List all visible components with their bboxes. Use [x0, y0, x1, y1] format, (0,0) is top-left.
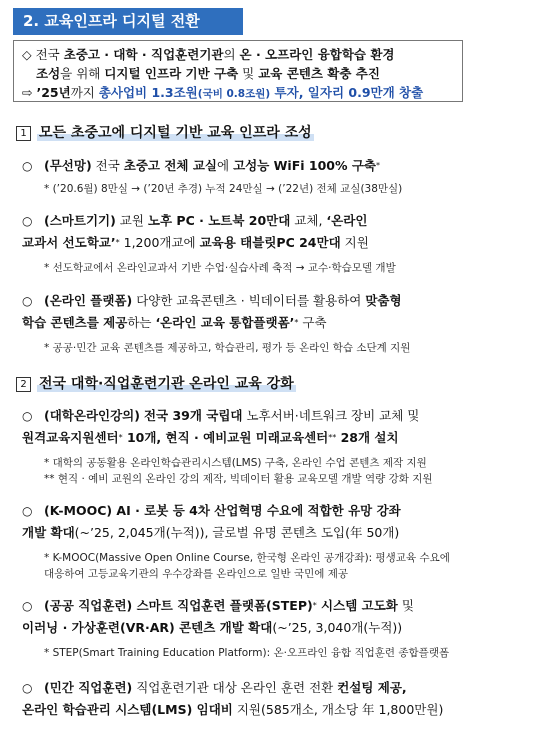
item-text: 전국 39개 국립대 — [143, 408, 243, 423]
item-text: (스마트기기) — [44, 213, 116, 228]
item-line — [44, 500, 522, 522]
item-text: 초중고 전체 교실 — [123, 158, 217, 173]
section-title: 2. 교육인프라 디지털 전환 — [13, 8, 243, 35]
item-line — [22, 617, 522, 639]
item-line — [22, 232, 522, 254]
item-text: 교육용 태블릿PC 24만대 — [199, 235, 341, 250]
item-text: 교원 — [115, 213, 148, 228]
item-text: 교체, — [290, 213, 327, 228]
diamond-icon: ◇ — [22, 47, 32, 62]
bullet-circle-icon: ○ — [22, 504, 33, 518]
section-1-heading — [16, 122, 314, 142]
section-number: 2 — [16, 377, 31, 392]
section-2-heading — [16, 373, 296, 393]
item-text: 및 — [397, 598, 414, 613]
bullet-circle-icon: ○ — [22, 599, 33, 613]
item-text: 1,200개교에 — [119, 235, 200, 250]
footnote: * STEP(Smart Training Education Platform): 온·오프라인 융합 직업훈련 종합플랫폼 — [44, 647, 450, 659]
item-body — [22, 500, 522, 544]
item-text: (대학온라인강의) — [44, 408, 140, 423]
footnote: * 공공·민간 교육 콘텐츠를 제공하고, 학습관리, 평가 등 온라인 학습 소단계 지원 — [44, 342, 411, 354]
summary-line-2: 조성을 위해 디지털 인프라 기반 구축 및 교육 콘텐츠 확충 추진 — [36, 66, 380, 81]
item-text: 에 — [217, 158, 234, 173]
item-line — [44, 405, 522, 427]
item-text: 직업훈련기관 대상 온라인 훈련 전환 — [132, 680, 338, 695]
item-text: 노후서버·네트워크 장비 교체 및 — [242, 408, 420, 423]
item-text: 다양한 교육콘텐츠 · 빅데이터를 활용하여 — [132, 293, 366, 308]
footnote-marker: * — [115, 238, 120, 247]
footnote: * 선도학교에서 온라인교과서 기반 수업·실습사례 축적 → 교수·학습모델 개발 — [44, 262, 396, 274]
arrow-right-icon: ⇨ — [22, 85, 33, 100]
summary-box — [13, 40, 463, 102]
item-text: (민간 직업훈련) — [44, 680, 133, 695]
item-text: 노후 PC · 노트북 20만대 — [147, 213, 291, 228]
item-text: 전국 — [91, 158, 124, 173]
footnote-marker: * — [376, 161, 381, 170]
item-text: 지원(585개소, 개소당 年 1,800만원) — [232, 702, 444, 717]
item-body — [22, 210, 522, 254]
section-heading-text: 모든 초중고에 디지털 기반 교육 인프라 조성 — [39, 125, 312, 141]
item-text: 온라인 학습관리 시스템(LMS) 임대비 — [22, 702, 233, 717]
item-text: 교과서 선도학교’ — [22, 235, 116, 250]
list-item — [22, 210, 522, 254]
footnote: * (’20.6월) 8만실 → (’20년 추경) 누적 24만실 → (’22년) 전체 교실(38만실) — [44, 183, 403, 195]
item-text: 원격교육지원센터 — [22, 430, 119, 445]
item-text: (~’25, 2,045개(누적)), 글로벌 유명 콘텐츠 도입(年 50개) — [74, 525, 400, 540]
bullet-circle-icon: ○ — [22, 681, 33, 695]
section-number: 1 — [16, 126, 31, 141]
item-body — [44, 155, 522, 177]
item-line — [22, 699, 522, 721]
bullet-circle-icon: ○ — [22, 409, 33, 423]
item-text: 학습 콘텐츠를 제공 — [22, 315, 128, 330]
item-text: 지원 — [340, 235, 369, 250]
item-body — [22, 595, 522, 639]
item-text: 10개, 현직 · 예비교원 미래교육센터 — [122, 430, 329, 445]
item-line — [22, 312, 522, 334]
item-body — [22, 405, 522, 449]
item-text: (무선망) — [44, 158, 92, 173]
item-text: 맞춤형 — [365, 293, 402, 308]
bullet-circle-icon: ○ — [22, 159, 33, 173]
item-text: (K-MOOC) AI · 로봇 등 4차 산업혁명 수요에 적합한 유망 강좌 — [44, 503, 401, 518]
list-item — [22, 155, 522, 177]
summary-line-1: ◇ 전국 초중고 · 대학 · 직업훈련기관의 온 · 오프라인 융합학습 환경 — [22, 47, 395, 62]
footnote: 대응하여 고등교육기관의 우수강좌를 온라인으로 일반 국민에 제공 — [44, 568, 349, 580]
item-body — [22, 677, 522, 721]
list-item — [22, 405, 522, 449]
footnote-marker: ** — [328, 433, 337, 442]
list-item — [22, 677, 522, 721]
item-text: (~’25, 3,040개(누적)) — [272, 620, 403, 635]
item-line — [44, 595, 522, 617]
list-item — [22, 500, 522, 544]
list-item — [22, 290, 522, 334]
item-text: ‘온라인 교육 통합플랫폼’ — [155, 315, 295, 330]
footnote-marker: * — [118, 433, 123, 442]
item-text: ‘온라인 — [326, 213, 368, 228]
item-text: 고성능 WiFi 100% 구축 — [233, 158, 377, 173]
item-line — [44, 155, 522, 177]
item-text: 이러닝 · 가상훈련(VR·AR) 콘텐츠 개발 확대 — [22, 620, 273, 635]
item-text: 28개 설치 — [336, 430, 399, 445]
item-line — [22, 427, 522, 449]
item-text: 시스템 고도화 — [316, 598, 398, 613]
item-text: 개발 확대 — [22, 525, 75, 540]
item-text: 구축 — [298, 315, 327, 330]
footnote: ** 현직 · 예비 교원의 온라인 강의 제작, 빅데이터 활용 교육모델 개발 역량 강화 지원 — [44, 473, 433, 485]
item-text: (공공 직업훈련) 스마트 직업훈련 플랫폼(STEP) — [44, 598, 313, 613]
item-text: 컨설팅 제공, — [337, 680, 407, 695]
item-line — [44, 290, 522, 312]
footnote: * K-MOOC(Massive Open Online Course, 한국형 온라인 공개강좌): 평생교육 수요에 — [44, 552, 450, 564]
footnote-marker: * — [312, 601, 317, 610]
section-heading-text: 전국 대학·직업훈련기관 온라인 교육 강화 — [39, 376, 294, 392]
item-body — [22, 290, 522, 334]
item-text: 하는 — [127, 315, 156, 330]
item-line — [22, 522, 522, 544]
footnote-marker: * — [294, 318, 299, 327]
list-item — [22, 595, 522, 639]
item-line — [44, 677, 522, 699]
footnote: * 대학의 공동활용 온라인학습관리시스템(LMS) 구축, 온라인 수업 콘텐츠 제작 지원 — [44, 457, 427, 469]
bullet-circle-icon: ○ — [22, 294, 33, 308]
item-text: (온라인 플랫폼) — [44, 293, 133, 308]
bullet-circle-icon: ○ — [22, 214, 33, 228]
item-line — [44, 210, 522, 232]
summary-line-3: ⇨ ’25년까지 총사업비 1.3조원(국비 0.8조원) 투자, 일자리 0.9만개 창출 — [22, 85, 424, 100]
